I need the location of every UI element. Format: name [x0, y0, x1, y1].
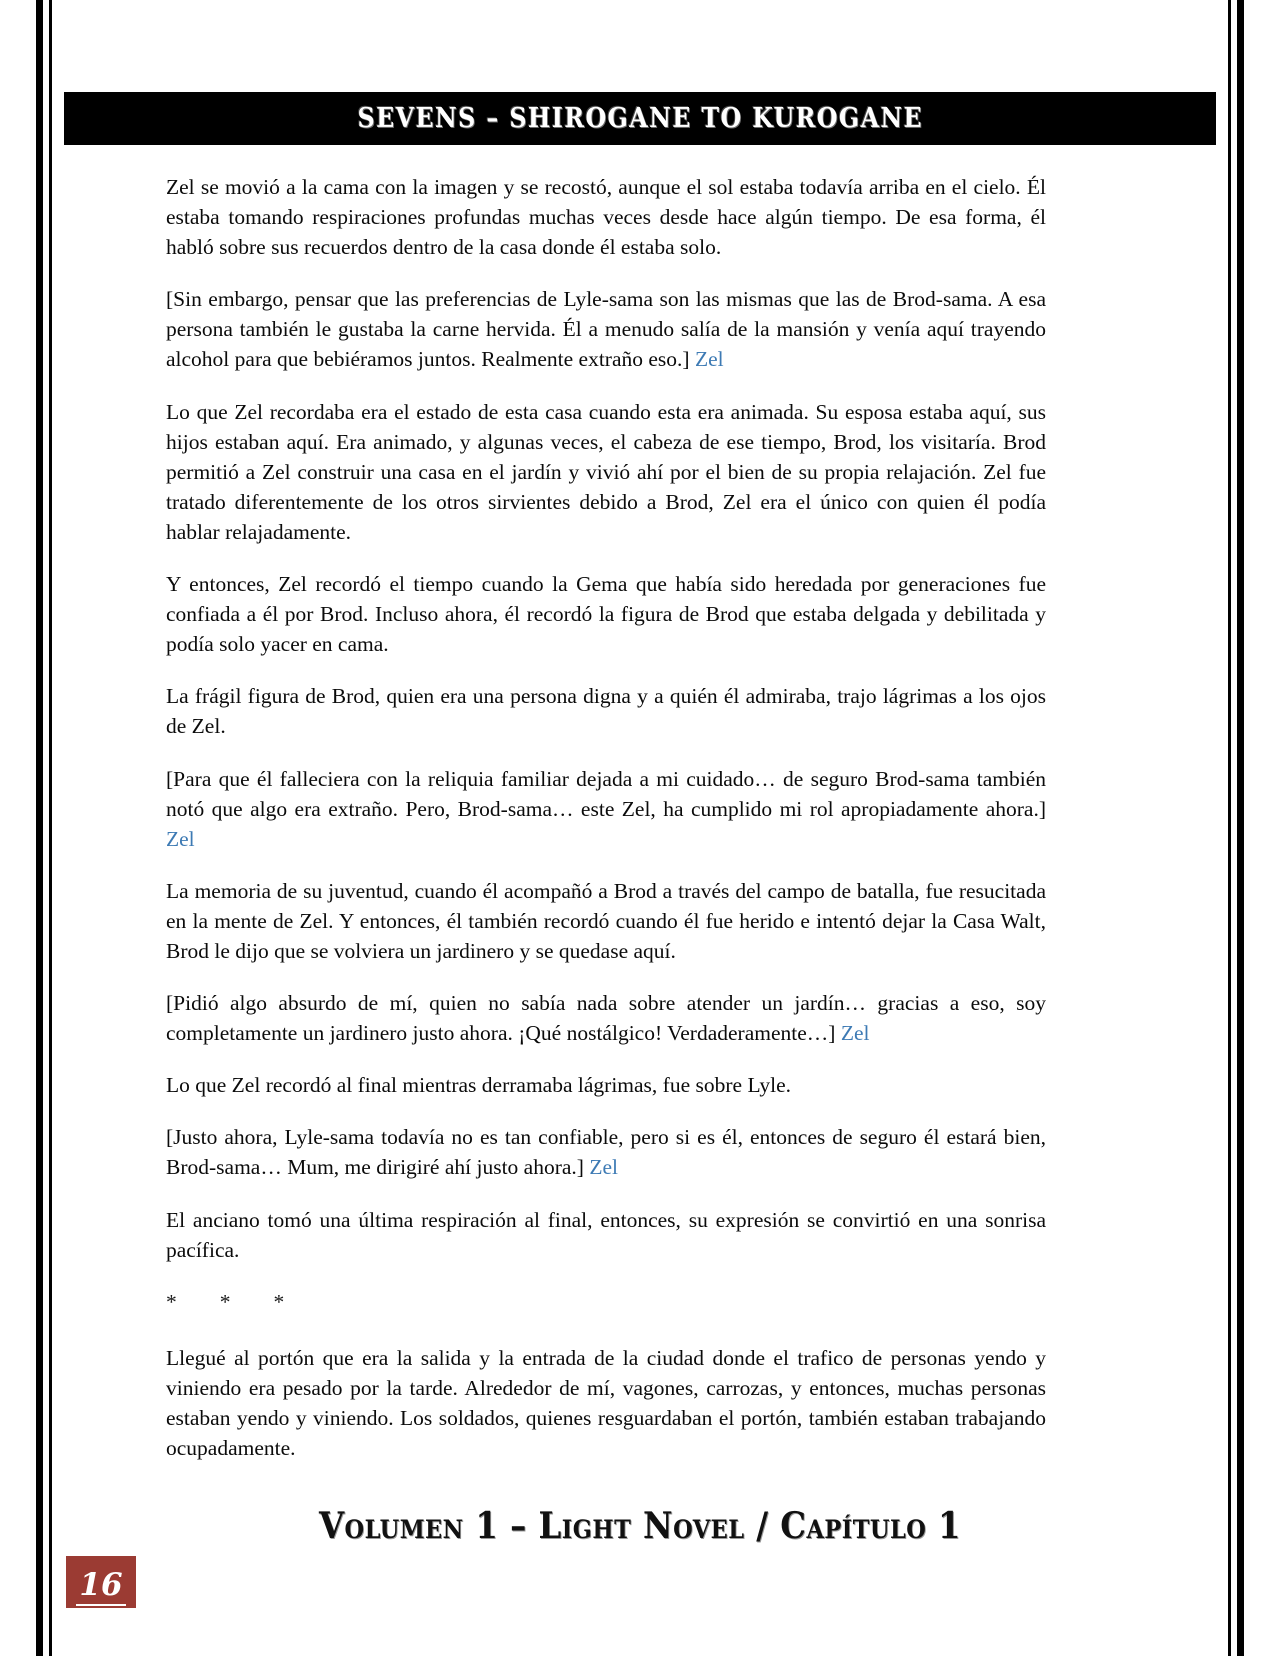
paragraph-dialogue: [166, 284, 1046, 374]
paragraph-text: Llegué al portón que era la salida y la entrada de la ciudad donde el trafico de personas yendo y viniendo era pesado por la tarde. Alrededor de mí, vagones, carrozas, y entonces, muchas personas estaban yendo y viniendo. Los soldados, quienes resguardaban el portón, también estaban trabajando ocupadamente.: [166, 1345, 1046, 1461]
page-number-badge: [66, 1556, 136, 1608]
paragraph: [166, 1205, 1046, 1265]
paragraph-text: Y entonces, Zel recordó el tiempo cuando la Gema que había sido heredada por generaciones fue confiada a él por Brod. Incluso ahora, él recordó la figura de Brod que estaba delgada y debilitada y podía solo yacer en cama.: [166, 572, 1046, 657]
page-border-rule-left-inner: [49, 0, 52, 1656]
page-border-rule-right-inner: [1228, 0, 1231, 1656]
paragraph-text: Zel se movió a la cama con la imagen y se recostó, aunque el sol estaba todavía arriba en el cielo. Él estaba tomando respiraciones profundas muchas veces desde hace algún tiempo. De esa forma, él habló sobre sus recuerdos dentro de la casa donde él estaba solo.: [166, 175, 1046, 260]
paragraph-text: [Pidió algo absurdo de mí, quien no sabía nada sobre atender un jardín… gracias a eso, soy completamente un jardinero justo ahora. ¡Qué nostálgico! Verdaderamente…]: [166, 991, 1046, 1046]
paragraph: [166, 876, 1046, 966]
paragraph-dialogue: [166, 1122, 1046, 1182]
paragraph: [166, 681, 1046, 741]
paragraph-text: [Para que él falleciera con la reliquia familiar dejada a mi cuidado… de seguro Brod-sama también notó que algo era extraño. Pero, Brod-sama… este Zel, ha cumplido mi rol apropiadamente ahora.]: [166, 766, 1046, 821]
header-banner: [64, 92, 1216, 145]
book-title: SEVENS – SHIROGANE TO KUROGANE: [357, 103, 923, 134]
paragraph-text: [Sin embargo, pensar que las preferencias de Lyle-sama son las mismas que las de Brod-sama. A esa persona también le gustaba la carne hervida. Él a menudo salía de la mansión y venía aquí trayendo alcohol para que bebiéramos juntos. Realmente extraño eso.]: [166, 287, 1046, 372]
paragraph-text: El anciano tomó una última respiración al final, entonces, su expresión se convirtió en una sonrisa pacífica.: [166, 1207, 1046, 1262]
paragraph-text: Lo que Zel recordó al final mientras derramaba lágrimas, fue sobre Lyle.: [166, 1073, 792, 1098]
paragraph: [166, 1343, 1046, 1463]
page-border-rule-right-outer: [1237, 0, 1244, 1656]
scene-break-separator: * * *: [166, 1289, 285, 1314]
paragraph-text: La frágil figura de Brod, quien era una persona digna y a quién él admiraba, trajo lágrimas a los ojos de Zel.: [166, 684, 1046, 739]
speaker-tag: Zel: [166, 826, 195, 851]
paragraph-text: [Justo ahora, Lyle-sama todavía no es tan confiable, pero si es él, entonces de seguro él estará bien, Brod-sama… Mum, me dirigiré ahí justo ahora.]: [166, 1125, 1046, 1180]
paragraph: [166, 172, 1046, 262]
body-text-column: [166, 172, 1046, 1463]
paragraph-dialogue: [166, 988, 1046, 1048]
page-border-rule-left-outer: [36, 0, 43, 1656]
paragraph-text: La memoria de su juventud, cuando él acompañó a Brod a través del campo de batalla, fue resucitada en la mente de Zel. Y entonces, él también recordó cuando él fue herido e intentó dejar la Casa Walt, Brod le dijo que se volviera un jardinero y se quedase aquí.: [166, 878, 1046, 963]
speaker-tag: Zel: [589, 1155, 618, 1180]
footer-chapter-title: Volumen 1 – Light Novel / Capítulo 1: [318, 1505, 962, 1547]
paragraph-text: Lo que Zel recordaba era el estado de esta casa cuando esta era animada. Su esposa estaba aquí, sus hijos estaban aquí. Era animado, y algunas veces, el cabeza de ese tiempo, Brod, los visitaría. Brod permitió a Zel construir una casa en el jardín y vivió ahí por el bien de su propia relajación. Zel fue tratado diferentemente de los otros sirvientes debido a Brod, Zel era el único con quien él podía hablar relajadamente.: [166, 399, 1046, 544]
paragraph: [166, 569, 1046, 659]
speaker-tag: Zel: [694, 347, 724, 372]
paragraph-dialogue: [166, 764, 1046, 854]
paragraph: [166, 1070, 1046, 1100]
speaker-tag: Zel: [840, 1021, 870, 1046]
page-number: 16: [76, 1570, 125, 1606]
paragraph: [166, 397, 1046, 547]
